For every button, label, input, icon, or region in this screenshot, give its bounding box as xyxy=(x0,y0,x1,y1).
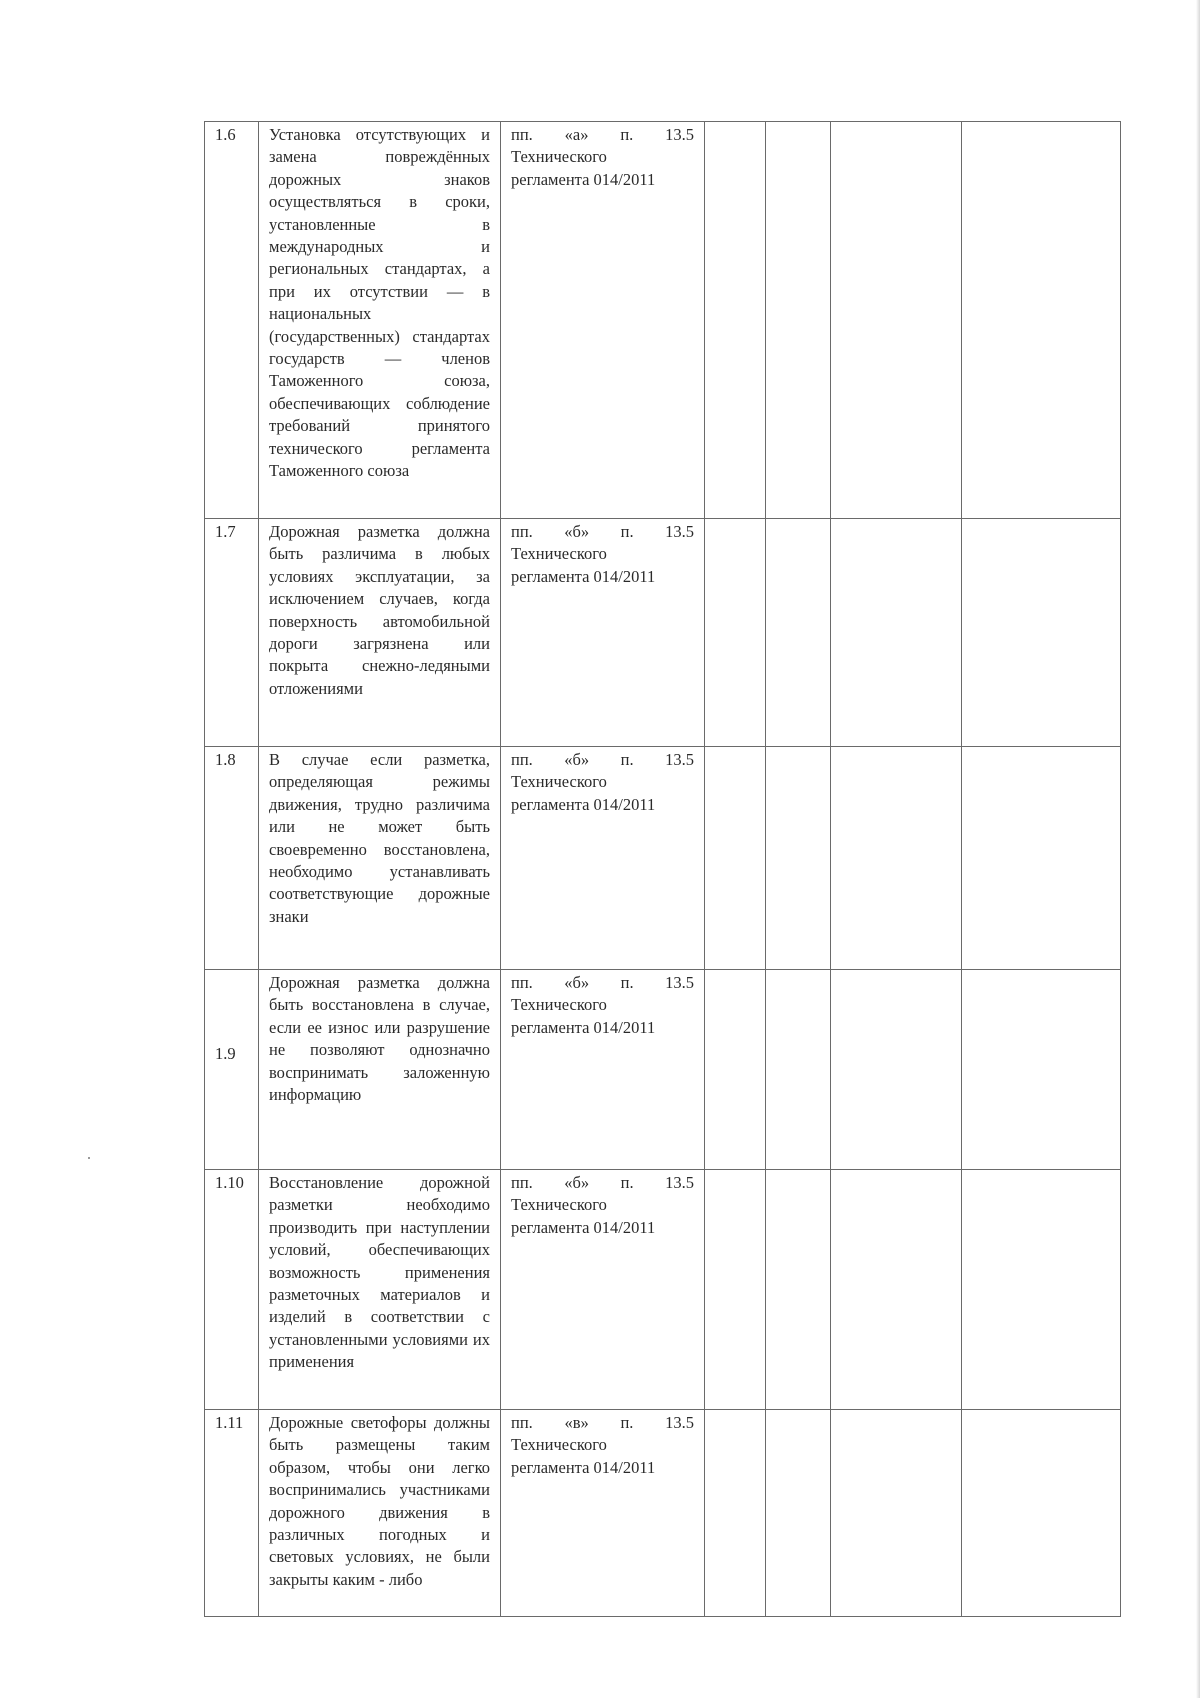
empty-cell xyxy=(962,1170,1121,1410)
requirement-text: Дорожная разметка должна быть различима в любых условиях эксплуатации, за исключением случаев, когда поверхность автомобильной дороги загрязнена или покрыта снежно-ледяными отложениями xyxy=(259,519,501,747)
empty-cell xyxy=(766,122,831,519)
ref-clause: 13.5 xyxy=(665,125,694,144)
requirement-text: В случае если разметка, определяющая режимы движения, трудно различима или не может быть своевременно восстановлена, необходимо устанавливать соответствующие дорожные знаки xyxy=(259,747,501,970)
table-row xyxy=(205,519,1121,747)
requirement-text: Установка отсутствующих и замена повреждённых дорожных знаков осуществляться в сроки, установленные в международных и региональных стандартах, а при их отсутствии — в национальных (государственных) стандартах государств — членов Таможенного союза, обеспечивающих соблюдение требований принятого технического регламента Таможенного союза xyxy=(259,122,501,519)
row-number: 1.10 xyxy=(205,1170,259,1410)
ref-p: п. xyxy=(620,973,634,992)
empty-cell xyxy=(705,747,766,970)
ref-p: п. xyxy=(620,1173,634,1192)
reference-cell xyxy=(501,519,705,747)
ref-line2: Технического xyxy=(511,995,607,1015)
ref-line2: Технического xyxy=(511,1435,607,1455)
row-number-text: 1.9 xyxy=(215,1043,236,1063)
ref-p: п. xyxy=(620,125,634,144)
row-number: 1.6 xyxy=(205,122,259,519)
ref-line2: Технического xyxy=(511,544,607,564)
row-number xyxy=(205,970,259,1170)
empty-cell xyxy=(831,519,962,747)
empty-cell xyxy=(962,970,1121,1170)
empty-cell xyxy=(705,1410,766,1617)
reference-cell xyxy=(501,747,705,970)
requirement-text: Восстановление дорожной разметки необходимо производить при наступлении условий, обеспечивающих возможность применения разметочных материалов и изделий в соответствии с установленными условиями их применения xyxy=(259,1170,501,1410)
empty-cell xyxy=(831,122,962,519)
empty-cell xyxy=(705,1170,766,1410)
ref-pp: пп. xyxy=(511,1413,533,1432)
empty-cell xyxy=(705,122,766,519)
empty-cell xyxy=(766,970,831,1170)
ref-item: «а» xyxy=(564,125,589,144)
ref-line3: регламента 014/2011 xyxy=(511,1217,656,1237)
ref-pp: пп. xyxy=(511,973,533,992)
table-row xyxy=(205,970,1121,1170)
table-row xyxy=(205,122,1121,519)
reference-cell xyxy=(501,1170,705,1410)
ref-item: «б» xyxy=(564,750,590,769)
reference-cell xyxy=(501,122,705,519)
row-number: 1.8 xyxy=(205,747,259,970)
ref-clause: 13.5 xyxy=(665,750,694,769)
ref-item: «б» xyxy=(564,1173,590,1192)
empty-cell xyxy=(766,747,831,970)
requirement-text: Дорожная разметка должна быть восстановлена в случае, если ее износ или разрушение не позволяют однозначно воспринимать заложенную информацию xyxy=(259,970,501,1170)
ref-line3: регламента 014/2011 xyxy=(511,566,656,586)
ref-line2: Технического xyxy=(511,1195,607,1215)
empty-cell xyxy=(705,970,766,1170)
empty-cell xyxy=(962,519,1121,747)
ref-pp: пп. xyxy=(511,125,533,144)
empty-cell xyxy=(766,1170,831,1410)
ref-line2: Технического xyxy=(511,147,607,167)
empty-cell xyxy=(962,1410,1121,1617)
table-row xyxy=(205,1170,1121,1410)
table-row xyxy=(205,747,1121,970)
ref-clause: 13.5 xyxy=(665,1173,694,1192)
ref-item: «б» xyxy=(564,973,590,992)
empty-cell xyxy=(831,970,962,1170)
ref-clause: 13.5 xyxy=(665,1413,694,1432)
empty-cell xyxy=(705,519,766,747)
empty-cell xyxy=(831,747,962,970)
ref-p: п. xyxy=(620,522,634,541)
requirements-table xyxy=(204,121,1121,1617)
ref-pp: пп. xyxy=(511,522,533,541)
requirement-text: Дорожные светофоры должны быть размещены таким образом, чтобы они легко воспринимались участниками дорожного движения в различных погодных и световых условиях, не были закрыты каким - либо xyxy=(259,1410,501,1617)
ref-clause: 13.5 xyxy=(665,522,694,541)
ref-item: «в» xyxy=(564,1413,589,1432)
ref-pp: пп. xyxy=(511,1173,533,1192)
empty-cell xyxy=(831,1410,962,1617)
ref-p: п. xyxy=(620,750,634,769)
empty-cell xyxy=(962,122,1121,519)
empty-cell xyxy=(766,519,831,747)
empty-cell xyxy=(831,1170,962,1410)
ref-line3: регламента 014/2011 xyxy=(511,1017,656,1037)
row-number: 1.11 xyxy=(205,1410,259,1617)
row-number: 1.7 xyxy=(205,519,259,747)
ref-pp: пп. xyxy=(511,750,533,769)
ref-p: п. xyxy=(620,1413,634,1432)
scan-speck xyxy=(88,1157,90,1159)
table-row xyxy=(205,1410,1121,1617)
ref-line3: регламента 014/2011 xyxy=(511,169,656,189)
empty-cell xyxy=(766,1410,831,1617)
ref-clause: 13.5 xyxy=(665,973,694,992)
ref-item: «б» xyxy=(564,522,590,541)
reference-cell xyxy=(501,970,705,1170)
reference-cell xyxy=(501,1410,705,1617)
ref-line2: Технического xyxy=(511,772,607,792)
ref-line3: регламента 014/2011 xyxy=(511,1457,656,1477)
empty-cell xyxy=(962,747,1121,970)
ref-line3: регламента 014/2011 xyxy=(511,794,656,814)
scan-edge xyxy=(1196,0,1200,1698)
